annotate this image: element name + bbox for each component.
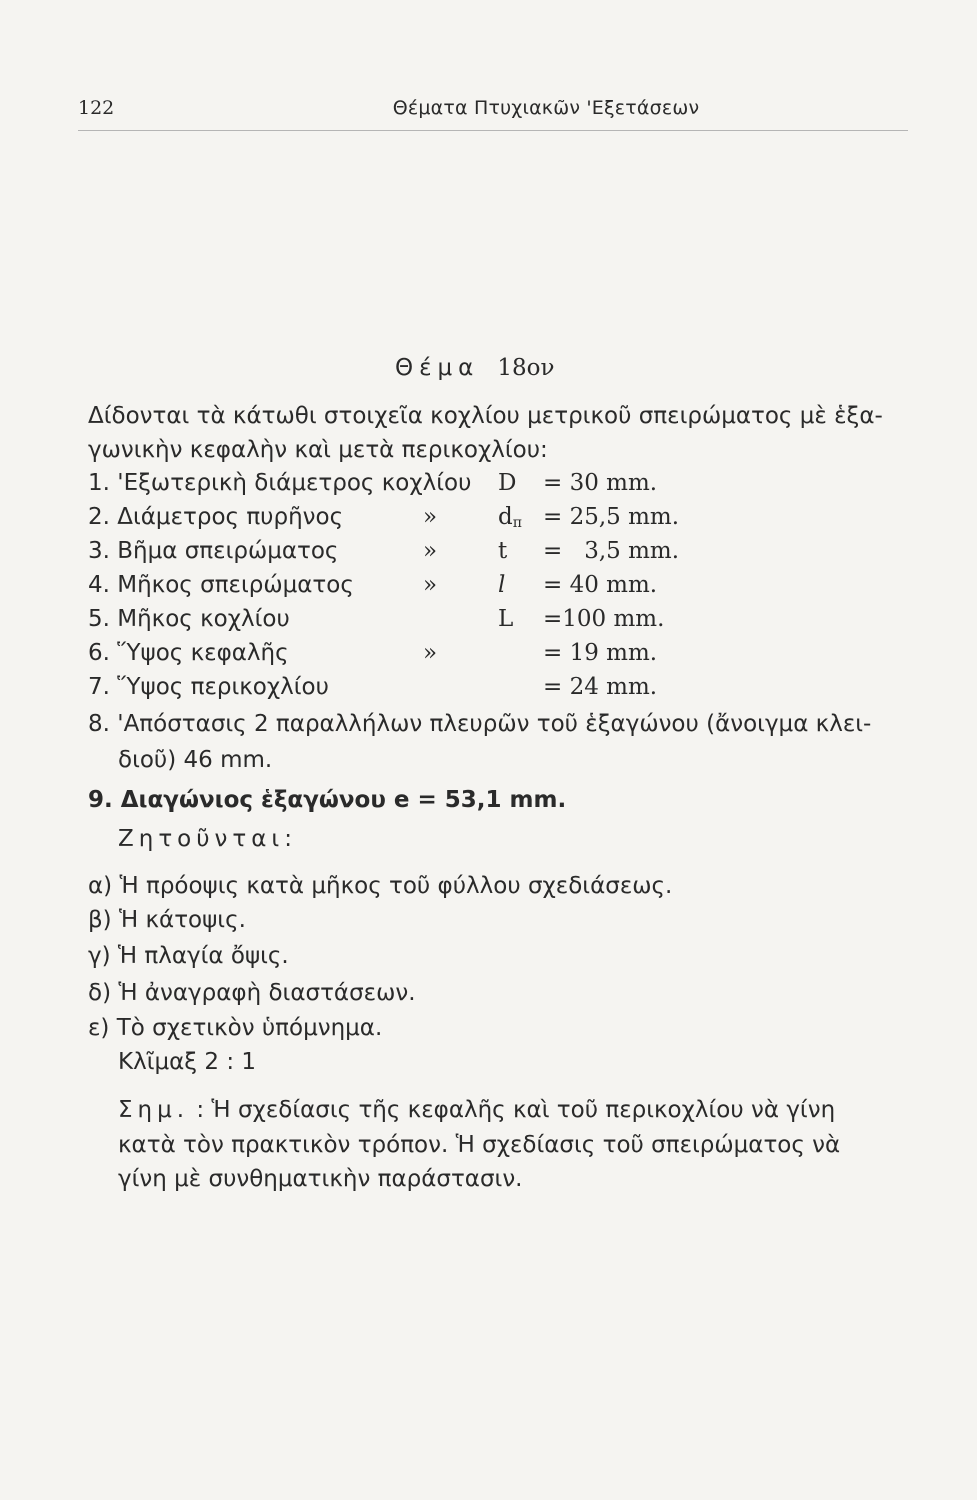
item-8-line-2: διοῦ) 46 mm. bbox=[118, 747, 273, 773]
item-ditto: » bbox=[423, 538, 438, 564]
item-8-line-1: 8. 'Απόστασις 2 παραλλήλων πλευρῶν τοῦ ἑξαγώνου (ἄνοιγμα κλει- bbox=[88, 711, 872, 737]
note-line-2: κατὰ τὸν πρακτικὸν τρόπον. Ἡ σχεδίασις τοῦ σπειρώματος νὰ bbox=[118, 1132, 841, 1158]
item-9: 9. Διαγώνιος ἑξαγώνου e = 53,1 mm. bbox=[88, 787, 567, 813]
item-symbol: D bbox=[498, 470, 517, 496]
note-text-1: : Ἡ σχεδίασις τῆς κεφαλῆς καὶ τοῦ περικοχλίου νὰ γίνη bbox=[196, 1097, 836, 1123]
scale-label: Κλῖμαξ 2 : 1 bbox=[118, 1049, 257, 1075]
item-label: 5. Μῆκος κοχλίου bbox=[88, 606, 290, 632]
item-value: =100 mm. bbox=[543, 606, 665, 632]
requirement-c: γ) Ἡ πλαγία ὄψις. bbox=[88, 943, 289, 969]
note-label: Σημ. bbox=[118, 1097, 190, 1123]
item-label: 4. Μῆκος σπειρώματος bbox=[88, 572, 354, 598]
intro-line-1: Δίδονται τὰ κάτωθι στοιχεῖα κοχλίου μετρικοῦ σπειρώματος μὲ ἑξα- bbox=[88, 403, 883, 429]
requirement-a: α) Ἡ πρόοψις κατὰ μῆκος τοῦ φύλλου σχεδιάσεως. bbox=[88, 873, 673, 899]
intro-line-2: γωνικὴν κεφαλὴν καὶ μετὰ περικοχλίου: bbox=[88, 437, 548, 463]
item-value: = 30 mm. bbox=[543, 470, 658, 496]
requirement-d: δ) Ἡ ἀναγραφὴ διαστάσεων. bbox=[88, 980, 416, 1006]
topic-title bbox=[395, 355, 554, 381]
page-header bbox=[78, 97, 908, 127]
topic-label: Θέμα bbox=[395, 355, 480, 381]
item-label: 6. Ὕψος κεφαλῆς bbox=[88, 640, 289, 666]
item-symbol: l bbox=[498, 572, 506, 598]
note-line-1 bbox=[118, 1095, 835, 1125]
item-value: = 40 mm. bbox=[543, 572, 658, 598]
requirement-b: β) Ἡ κάτοψις. bbox=[88, 907, 246, 933]
item-symbol bbox=[498, 504, 530, 531]
item-symbol: t bbox=[498, 538, 508, 564]
item-symbol-subscript: π bbox=[512, 515, 522, 531]
item-symbol-main: d bbox=[498, 504, 513, 530]
required-label: Ζητοῦνται: bbox=[118, 826, 297, 852]
item-value: = 3,5 mm. bbox=[543, 538, 680, 564]
header-rule bbox=[78, 130, 908, 131]
item-value: = 25,5 mm. bbox=[543, 504, 680, 530]
item-label: 3. Βῆμα σπειρώματος bbox=[88, 538, 339, 564]
item-label: 2. Διάμετρος πυρῆνος bbox=[88, 504, 344, 530]
note-line-3: γίνη μὲ συνθηματικὴν παράστασιν. bbox=[118, 1166, 523, 1192]
topic-number: 18ον bbox=[497, 355, 555, 381]
item-symbol: L bbox=[498, 606, 514, 632]
requirement-e: ε) Τὸ σχετικὸν ὑπόμνημα. bbox=[88, 1015, 383, 1041]
page-number: 122 bbox=[78, 97, 115, 119]
item-value: = 19 mm. bbox=[543, 640, 658, 666]
item-ditto: » bbox=[423, 640, 438, 666]
item-label: 1. 'Εξωτερικὴ διάμετρος κοχλίου bbox=[88, 470, 472, 496]
item-ditto: » bbox=[423, 572, 438, 598]
item-label: 7. Ὕψος περικοχλίου bbox=[88, 674, 329, 700]
item-value: = 24 mm. bbox=[543, 674, 658, 700]
running-title: Θέματα Πτυχιακῶν 'Εξετάσεων bbox=[392, 97, 700, 119]
item-ditto: » bbox=[423, 504, 438, 530]
